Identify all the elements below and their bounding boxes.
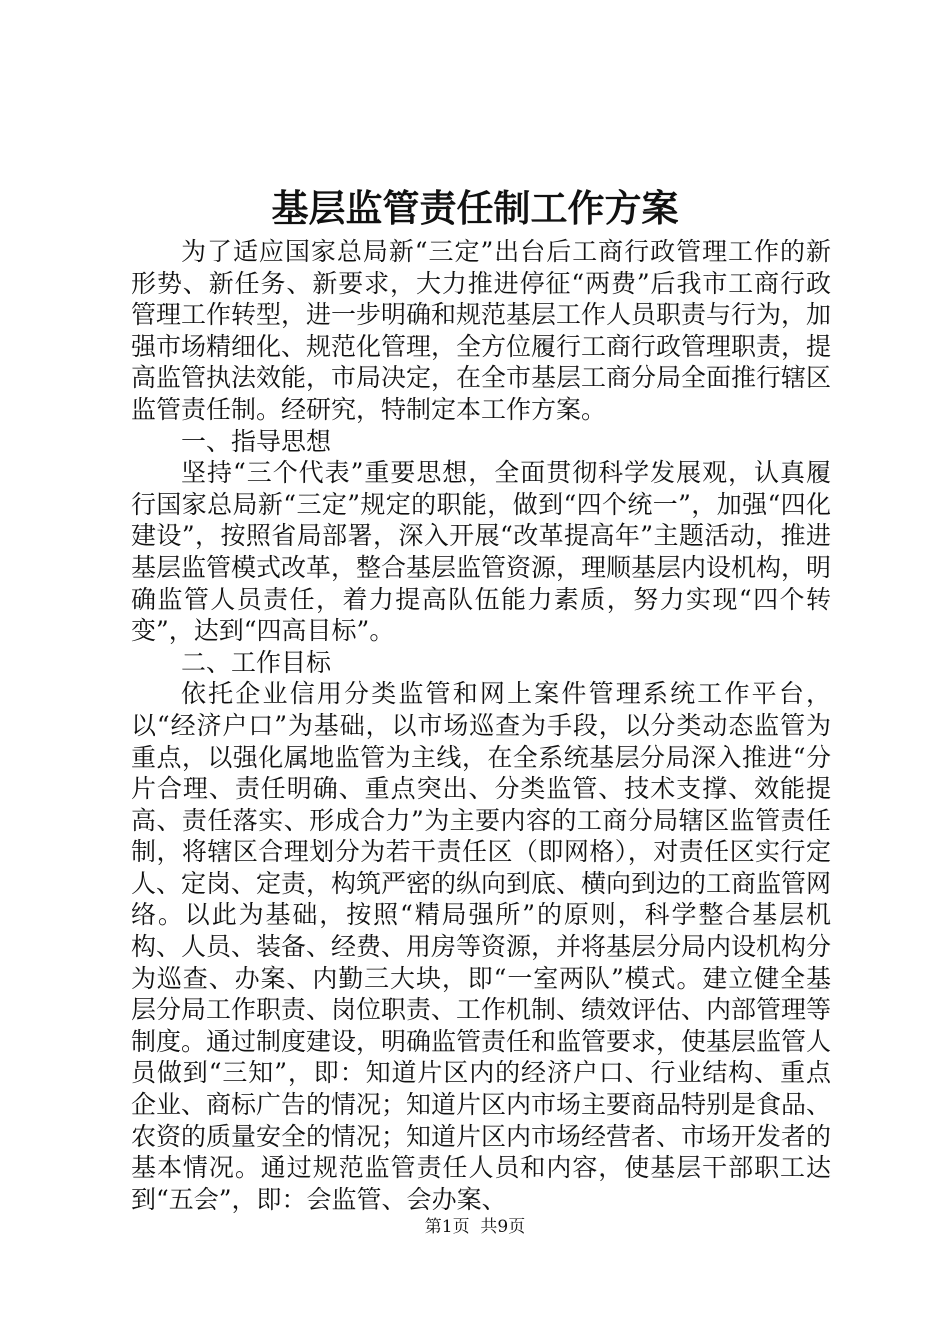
page-footer: 第1页 共9页 <box>424 1217 526 1237</box>
work-goals-paragraph: 依托企业信用分类监管和网上案件管理系统工作平台，以“经济户口”为基础，以市场巡查为手段，以分类动态监管为重点，以强化属地监管为主线，在全系统基层分局深入推进“分片合理、责任明确、重点突出、分类监管、技术支撑、效能提高、责任落实、形成合力”为主要内容的工商分局辖区监管责任制，将辖区合理划分为若干责任区（即网格），对责任区实行定人、定岗、定责，构筑严密的纵向到底、横向到边的工商监管网络。以此为基础，按照“精局强所”的原则，科学整合基层机构、人员、装备、经费、用房等资源，并将基层分局内设机构分为巡查、办案、内勤三大块，即“一室两队”模式。建立健全基层分局工作职责、岗位职责、工作机制、绩效评估、内部管理等制度。通过制度建设，明确监管责任和监管要求，使基层监管人员做到“三知”，即：知道片区内的经济户口、行业结构、重点企业、商标广告的情况；知道片区内市场主要商品特别是食品、农资的质量安全的情况；知道片区内市场经营者、市场开发者的基本情况。通过规范监管责任人员和内容，使基层干部职工达到“五会”，即：会监管、会办案、 <box>131 679 832 1214</box>
document-title: 基层监管责任制工作方案 <box>271 186 679 230</box>
section-heading-work-goals: 二、工作目标 <box>181 647 332 677</box>
intro-paragraph: 为了适应国家总局新“三定”出台后工商行政管理工作的新形势、新任务、新要求，大力推进停征“两费”后我市工商行政管理工作转型，进一步明确和规范基层工作人员职责与行为，加强市场精细化、规范化管理，全方位履行工商行政管理职责，提高监管执法效能，市局决定，在全市基层工商分局全面推行辖区监管责任制。经研究，特制定本工作方案。 <box>131 237 832 424</box>
document-body <box>131 236 831 1215</box>
section-heading-guiding-ideology: 一、指导思想 <box>181 426 332 456</box>
guiding-ideology-paragraph: 坚持“三个代表”重要思想，全面贯彻科学发展观，认真履行国家总局新“三定”规定的职能，做到“四个统一”，加强“四化建设”，按照省局部署，深入开展“改革提高年”主题活动，推进基层监管模式改革，整合基层监管资源，理顺基层内设机构，明确监管人员责任，着力提高队伍能力素质，努力实现“四个转变”，达到“四高目标”。 <box>131 458 832 646</box>
